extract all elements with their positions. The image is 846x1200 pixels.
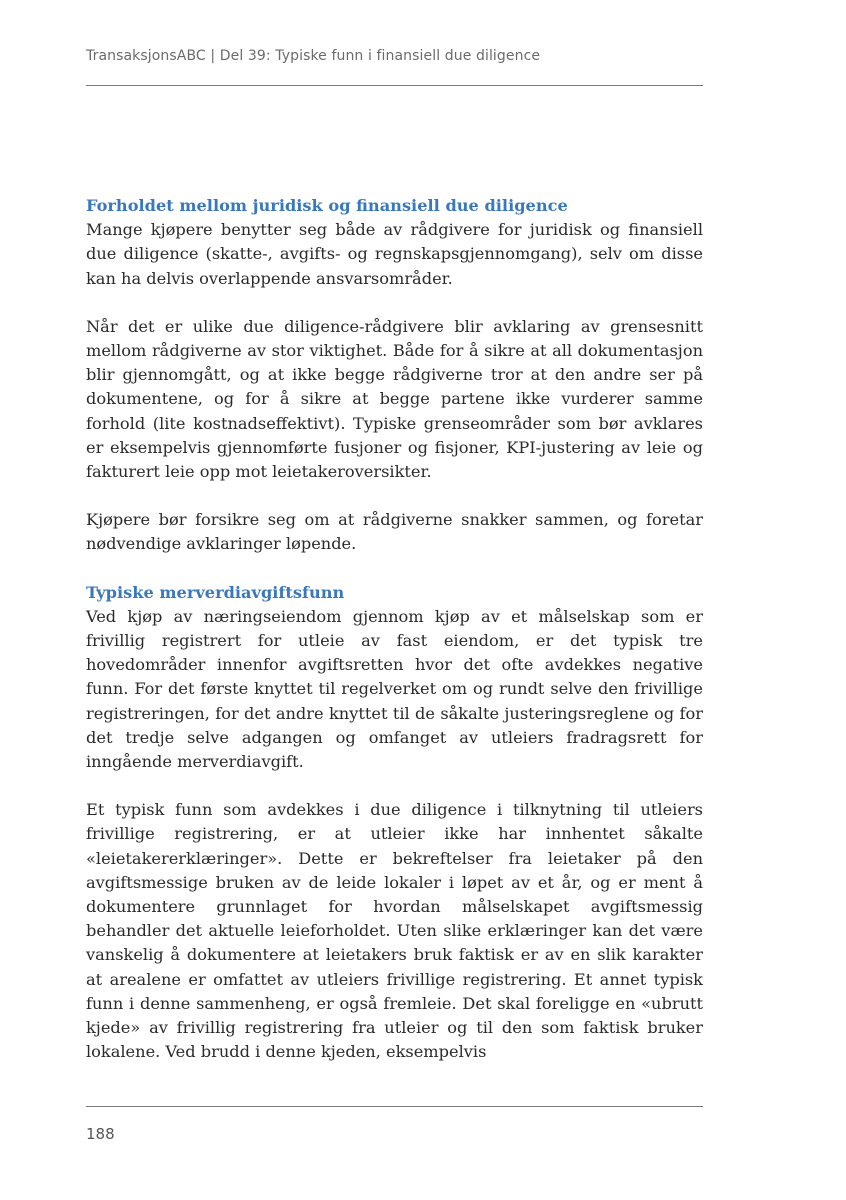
paragraph: Kjøpere bør forsikre seg om at rådgiverne snakker sammen, og foretar nødvendige avklaringer løpende. (86, 510, 703, 554)
paragraph: Et typisk funn som avdekkes i due diligence i tilknytning til utleiers frivillige registrering, er at utleier ikke har innhentet såkalte «leietakererklæringer». Dette er bekreftelser fra leietaker på den avgiftsmessige bruken av de leide lokaler i løpet av et år, og er ment å dokumentere grunnlaget for hvordan målselskapet avgiftsmessig behandler det aktuelle leieforholdet. Uten slike erklæringer kan det være vanskelig å dokumentere at leietakers bruk faktisk er av en slik karakter at arealene er omfattet av utleiers frivillige registrering. Et annet typisk funn i denne sammenheng, er også fremleie. Det skal foreligge en «ubrutt kjede» av frivillig registrering fra utleier og til den som faktisk bruker lokalene. Ved brudd i denne kjeden, eksempelvis (86, 800, 703, 1062)
paragraph: Når det er ulike due diligence-rådgivere blir avklaring av grensesnitt mellom rådgiverne av stor viktighet. Både for å sikre at all dokumentasjon blir gjennomgått, og at ikke begge rådgiverne tror at den andre ser på dokumentene, og for å sikre at begge partene ikke vurderer samme forhold (lite kostnadseffektivt). Typiske grenseområder som bør avklares er eksempelvis gjennomførte fusjoner og fisjoner, KPI-justering av leie og fakturert leie opp mot leietakeroversikter. (86, 316, 703, 482)
section-heading-legal-financial-dd: Forholdet mellom juridisk og finansiell due diligence (86, 196, 568, 215)
paragraph: Mange kjøpere benytter seg både av rådgivere for juridisk og finansiell due diligence (skatte-, avgifts- og regnskapsgjennomgang), selv om disse kan ha delvis overlappende ansvarsområder. (86, 220, 703, 288)
running-header: TransaksjonsABC | Del 39: Typiske funn i finansiell due diligence (86, 48, 541, 64)
header-divider (86, 85, 703, 86)
paragraph: Ved kjøp av næringseiendom gjennom kjøp av et målselskap som er frivillig registrert for utleie av fast eiendom, er det typisk tre hovedområder innenfor avgiftsretten hvor det ofte avdekkes negative funn. For det første knyttet til regelverket om og rundt selve den frivillige registreringen, for det andre knyttet til de såkalte justeringsreglene og for det tredje selve adgangen og omfanget av utleiers fradragsrett for inngående merverdiavgift. (86, 606, 703, 772)
page-body (86, 194, 703, 1065)
footer-divider (86, 1106, 703, 1107)
section-heading-vat-findings: Typiske merverdiavgiftsfunn (86, 582, 345, 602)
page-number: 188 (86, 1125, 115, 1143)
